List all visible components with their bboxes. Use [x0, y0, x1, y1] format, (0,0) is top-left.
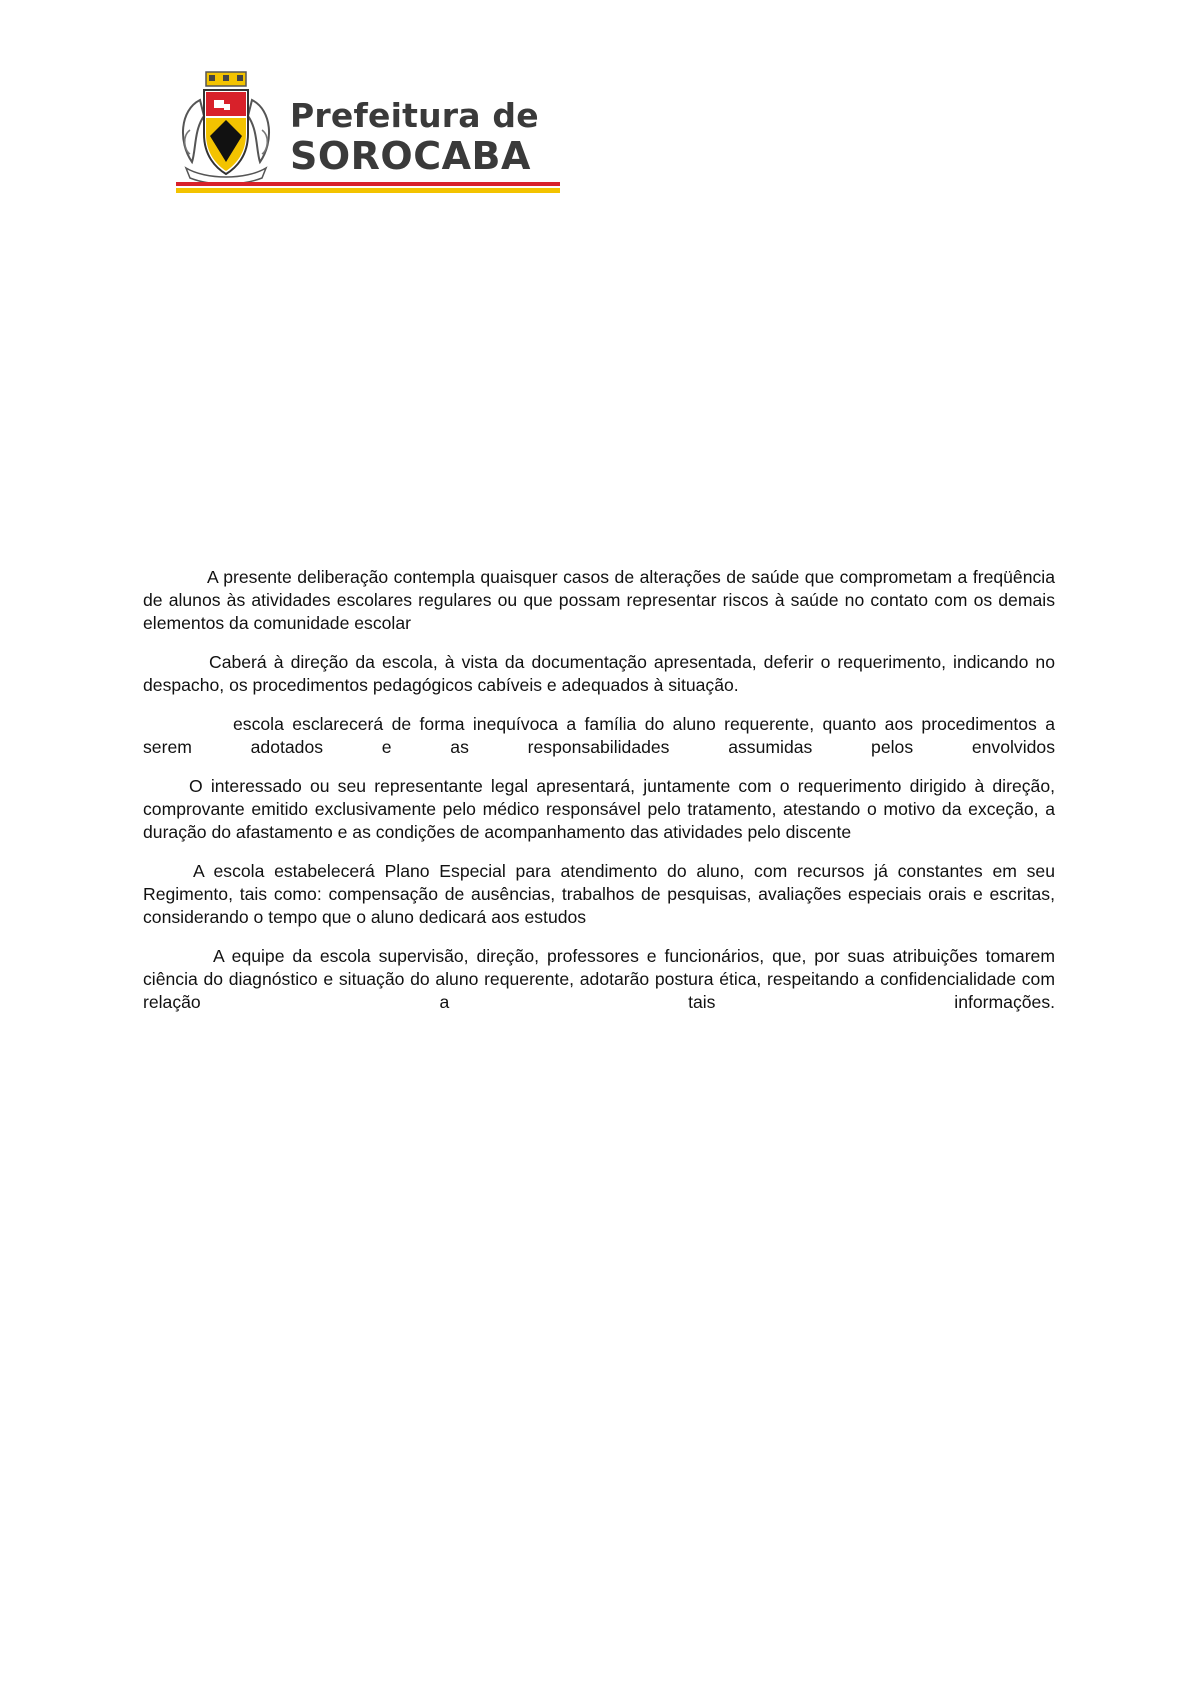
paragraph-school-direction: Caberá à direção da escola, à vista da documentação apresentada, deferir o requerimento, indicando no despacho, os procedimentos pedagógicos cabíveis e adequados à situação.	[143, 652, 1055, 695]
document-body	[143, 566, 1055, 1030]
yellow-stripe	[176, 188, 560, 193]
paragraph-medical-proof: O interessado ou seu representante legal apresentará, juntamente com o requerimento dirigido à direção, comprovante emitido exclusivamente pelo médico responsável pelo tratamento, atestando o motivo da exceção, a duração do afastamento e as condições de acompanhamento das atividades pelo discente	[143, 776, 1055, 842]
city-coat-of-arms-icon	[176, 70, 276, 184]
red-stripe	[176, 182, 560, 186]
logo-text-prefeitura: Prefeitura de	[290, 96, 539, 135]
prefeitura-logo	[140, 66, 560, 201]
paragraph-confidentiality: A equipe da escola supervisão, direção, professores e funcionários, que, por suas atribuições tomarem ciência do diagnóstico e situação do aluno requerente, adotarão postura ética, respeitando a confidencialidade com relação a tais informações.	[143, 946, 1055, 1012]
logo-color-stripes	[176, 182, 560, 193]
paragraph-health-scope: A presente deliberação contempla quaisquer casos de alterações de saúde que comprometam a freqüência de alunos às atividades escolares regulares ou que possam representar riscos à saúde no contato com os demais elementos da comunidade escolar	[143, 567, 1055, 633]
paragraph-special-plan: A escola estabelecerá Plano Especial para atendimento do aluno, com recursos já constantes em seu Regimento, tais como: compensação de ausências, trabalhos de pesquisas, avaliações especiais orais e escritas, considerando o tempo que o aluno dedicará aos estudos	[143, 861, 1055, 927]
logo-text-sorocaba: SOROCABA	[290, 134, 531, 178]
paragraph-family-clarification: escola esclarecerá de forma inequívoca a família do aluno requerente, quanto aos procedimentos a serem adotados e as responsabilidades assumidas pelos envolvidos	[143, 714, 1055, 757]
